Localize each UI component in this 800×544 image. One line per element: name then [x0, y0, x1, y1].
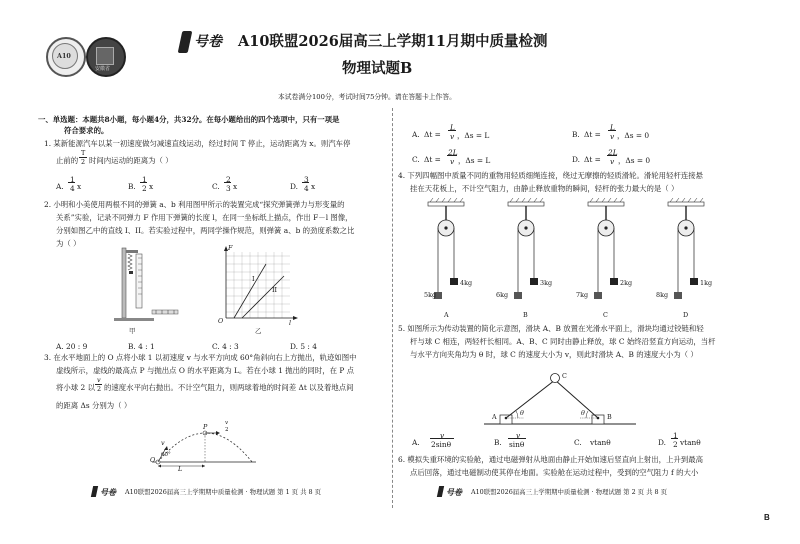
seal-logo-left: [46, 37, 86, 77]
q3-opt-c-pre: Δt =: [424, 155, 441, 164]
frac-bar: [430, 438, 454, 439]
pulley-b-label[interactable]: B: [523, 311, 528, 319]
q3-opt-a-n: L: [450, 123, 455, 132]
footer-brand-right: 号卷: [446, 487, 462, 497]
pulley-c-right-mass: 2kg: [620, 279, 633, 287]
q5-fig-b: B: [607, 413, 612, 421]
q3-opt-c-d: v: [450, 157, 455, 166]
q3-fig-l: L: [178, 465, 183, 473]
q3-fig-v2-d: 2: [225, 427, 229, 433]
frac-bar: [607, 155, 617, 156]
q4-line2: 挂在天花板上，不计空气阻力，由静止释放重物的瞬间，轻杆的张力最大的是（ ）: [410, 184, 679, 193]
q3-opt-b-key[interactable]: B.: [572, 130, 580, 139]
q1-opt-a-d: 4: [70, 184, 75, 193]
q3-line2: 虚线所示，虚线的最高点 P 与抛出点 O 的水平距离为 L。若在小球 1 抛出的同时，在 P 点: [56, 366, 355, 375]
pulley-b-right-mass: 3kg: [540, 279, 553, 287]
frac-bar: [671, 438, 678, 439]
footer-logo-left: [91, 486, 98, 497]
q5-line2: 杆与球 C 相连，两轻杆长相同。A、B、C 同时由静止释放，球 C 始终沿竖直方向运动，当杆: [410, 337, 716, 346]
q5-transmission-figure: [480, 368, 640, 430]
q3-opt-d-pre: Δt =: [584, 155, 601, 164]
q6-line1: 6. 模拟失重环境的实验舱，通过电磁弹射从地面由静止开始加速后竖直向上射出，上升到最高: [398, 455, 704, 464]
q3-opt-c-post: ，Δs = L: [458, 156, 491, 165]
q1-line2a: 止前的: [56, 156, 79, 165]
footer-right: A10联盟2026届高三上学期期中质量检测 · 物理试题 第 2 页 共 8 页: [471, 488, 668, 496]
q1-opt-d-key[interactable]: D.: [290, 182, 299, 191]
frac-bar: [608, 130, 616, 131]
q2-apparatus-figure: [112, 244, 192, 328]
pulley-a-label[interactable]: A: [444, 311, 449, 319]
q5-fig-theta-left: θ: [520, 409, 524, 417]
footer-brand-left: 号卷: [100, 487, 116, 497]
q2-line-ii: II: [272, 286, 278, 294]
q1-opt-d-n: 3: [304, 175, 309, 184]
q3-opt-d-d: v: [610, 157, 615, 166]
pulley-a-figure[interactable]: [420, 198, 480, 304]
q3-opt-a-post: ，Δs = L: [457, 131, 490, 140]
q3-opt-b-n: L: [610, 123, 615, 132]
q1-opt-c-key[interactable]: C.: [212, 182, 220, 191]
frac-bar: [140, 182, 147, 183]
q3-fig-angle: 60°: [161, 452, 171, 458]
q5-opt-a-key[interactable]: A.: [412, 438, 420, 447]
q5-opt-d-suffix: vtanθ: [680, 438, 701, 447]
q3-fig-o: O: [150, 456, 156, 464]
q3-opt-c-key[interactable]: C.: [412, 155, 420, 164]
q2-fig-jia-label: 甲: [129, 327, 136, 335]
q1-opt-c-d: 3: [226, 184, 231, 193]
q3-opt-d-key[interactable]: D.: [572, 155, 581, 164]
q5-opt-b-n: v: [516, 431, 521, 440]
pulley-d-left-mass: 8kg: [656, 291, 669, 299]
q5-fig-c: C: [562, 372, 567, 380]
pulley-c-label[interactable]: C: [603, 311, 608, 319]
pulley-c-figure[interactable]: [580, 198, 640, 304]
q5-opt-b-d: sinθ: [509, 440, 525, 449]
q3-line4: 的距离 Δs 分别为（ ）: [56, 401, 132, 410]
q3-line3b: 的速度水平向右抛出。不计空气阻力，则两球着地的时间差 Δt 以及着地点间: [104, 383, 354, 392]
section-title-cont: 符合要求的。: [64, 126, 109, 135]
q1-line1: 1. 某新能源汽车以某一初速度做匀减速直线运动，经过时间 T 停止，运动距离为 x。则汽车停: [44, 139, 351, 148]
q5-fig-a: A: [492, 413, 497, 421]
q3-fig-v2-n: v: [225, 420, 229, 426]
q3-frac-n: v: [97, 376, 101, 384]
q1-opt-d-d: 4: [304, 184, 309, 193]
pulley-a-right-mass: 4kg: [460, 279, 473, 287]
pulley-d-figure[interactable]: [660, 198, 720, 304]
q2-opt-b[interactable]: B. 4 : 1: [128, 342, 155, 351]
q1-opt-b-v: x: [149, 182, 154, 191]
column-divider: [392, 108, 393, 508]
q3-line3a: 将小球 2 以: [56, 383, 95, 392]
q3-frac-d: 2: [97, 385, 102, 393]
q1-line2b: 时间内运动的距离为（ ）: [89, 156, 173, 165]
q2-line4: 为（ ）: [56, 239, 81, 248]
q5-fig-theta-right: θ: [581, 409, 585, 417]
frac-bar: [224, 182, 231, 183]
q1-opt-c-v: x: [233, 182, 238, 191]
pulley-b-figure[interactable]: [500, 198, 560, 304]
q5-opt-a-n: v: [440, 431, 445, 440]
pulley-d-label[interactable]: D: [683, 311, 689, 319]
q2-fig-yi-label: 乙: [255, 327, 262, 335]
q4-line1: 4. 下列四幅图中质量不同的重物用轻质细绳连接，绕过无摩擦的轻质滑轮。滑轮用轻杆连接悬: [398, 171, 704, 180]
subject-title: 物理试题B: [342, 60, 413, 77]
exam-notice: 本试卷满分100分，考试时间75分钟。请在答题卡上作答。: [278, 93, 456, 101]
pulley-d-right-mass: 1kg: [700, 279, 713, 287]
q2-axis-f: F: [228, 244, 233, 252]
q5-opt-a-d: 2sinθ: [431, 440, 452, 449]
q1-opt-c-n: 2: [226, 175, 231, 184]
q2-line3: 分别如图乙中的直线 I、II。若实验过程中，两同学操作规范，则弹簧 a、b 的劲度系数之比: [56, 226, 355, 235]
q5-opt-b-key[interactable]: B.: [494, 438, 502, 447]
exam-title: A10联盟2026届高三上学期11月期中质量检测: [238, 33, 548, 50]
q2-line2: 关系”实验，记录不同弹力 F 作用下弹簧的长度 l，在同一坐标纸上描点，作出 F－l 图像，: [56, 213, 353, 222]
brand-logo-text: 号卷: [194, 34, 222, 50]
q1-frac-d: 2: [81, 158, 86, 166]
frac-bar: [68, 182, 75, 183]
q3-fig-p: P: [203, 423, 208, 431]
q1-opt-b-d: 2: [142, 184, 147, 193]
brand-logo-mark: [178, 31, 193, 53]
q3-opt-d-n: 2L: [608, 148, 618, 157]
frac-bar: [448, 130, 456, 131]
q1-opt-a-v: x: [77, 182, 82, 191]
section-title: 一、单选题：本题共8小题，每小题4分，共32分。在每小题给出的四个选项中，只有一项是: [38, 115, 340, 124]
pulley-b-left-mass: 6kg: [496, 291, 509, 299]
corner-version-letter: B: [764, 513, 770, 522]
q3-fig-v: v: [161, 439, 165, 447]
q1-opt-d-v: x: [311, 182, 316, 191]
q6-line2: 点后回落，通过电磁制动使其停在地面。实验舱在运动过程中，受到的空气阻力 f 的大小: [410, 468, 699, 477]
q2-opt-c[interactable]: C. 4 : 3: [212, 342, 239, 351]
frac-bar: [447, 155, 457, 156]
q3-opt-b-pre: Δt =: [584, 130, 601, 139]
q1-opt-a-key[interactable]: A.: [56, 182, 64, 191]
q3-opt-b-post: ，Δs = 0: [617, 131, 650, 140]
q5-opt-c-key[interactable]: C.: [574, 438, 582, 447]
q3-opt-a-pre: Δt =: [424, 130, 441, 139]
pulley-a-left-mass: 5kg: [424, 291, 437, 299]
frac-bar: [302, 182, 309, 183]
q2-axis-l: l: [289, 319, 292, 327]
footer-logo-right: [437, 486, 444, 497]
seal-logo-text: A10: [57, 52, 71, 60]
q1-opt-b-key[interactable]: B.: [128, 182, 136, 191]
footer-left: A10联盟2026届高三上学期期中质量检测 · 物理试题 第 1 页 共 8 页: [125, 488, 322, 496]
q5-opt-d-d: 2: [673, 440, 678, 449]
q2-opt-a[interactable]: A. 20 : 9: [56, 342, 88, 351]
q3-opt-d-post: ，Δs = 0: [618, 156, 651, 165]
q3-opt-a-d: v: [450, 132, 455, 141]
q3-opt-a-key[interactable]: A.: [412, 130, 420, 139]
pulley-c-left-mass: 7kg: [576, 291, 589, 299]
q5-line1: 5. 如图所示为传动装置的简化示意图，滑块 A、B 放置在光滑水平面上，滑块均通过铰链和轻: [398, 324, 704, 333]
q5-line3: 与水平方向夹角均为 θ 时，球 C 的速度大小为 v，则此时滑块 A、B 的速度大小为（ ）: [410, 350, 698, 359]
q1-opt-b-n: 1: [142, 175, 147, 184]
q2-origin: O: [218, 317, 224, 325]
q5-opt-d-key[interactable]: D.: [658, 438, 667, 447]
seal-logo-right: [86, 37, 126, 77]
q2-opt-d[interactable]: D. 5 : 4: [290, 342, 317, 351]
q3-opt-b-d: v: [610, 132, 615, 141]
frac-bar: [508, 438, 526, 439]
q1-opt-a-n: 1: [70, 175, 75, 184]
q5-opt-c-text: vtanθ: [590, 438, 611, 447]
q3-line1: 3. 在水平地面上的 O 点将小球 1 以初速度 v 与水平方向成 60°角斜向右上方抛出，轨迹如图中: [44, 353, 357, 362]
q3-opt-c-n: 2L: [448, 148, 458, 157]
q1-frac-n: T: [81, 149, 86, 157]
q2-line1: 2. 小明和小美使用两根不同的弹簧 a、b 利用图甲所示的装置完成“探究弹簧弹力与形变量的: [44, 200, 345, 209]
q2-fl-graph: [218, 246, 298, 326]
q2-line-i: I: [252, 275, 255, 283]
seal-logo-right-text: 安徽省: [95, 66, 111, 72]
q5-opt-d-n: 1: [673, 431, 678, 440]
